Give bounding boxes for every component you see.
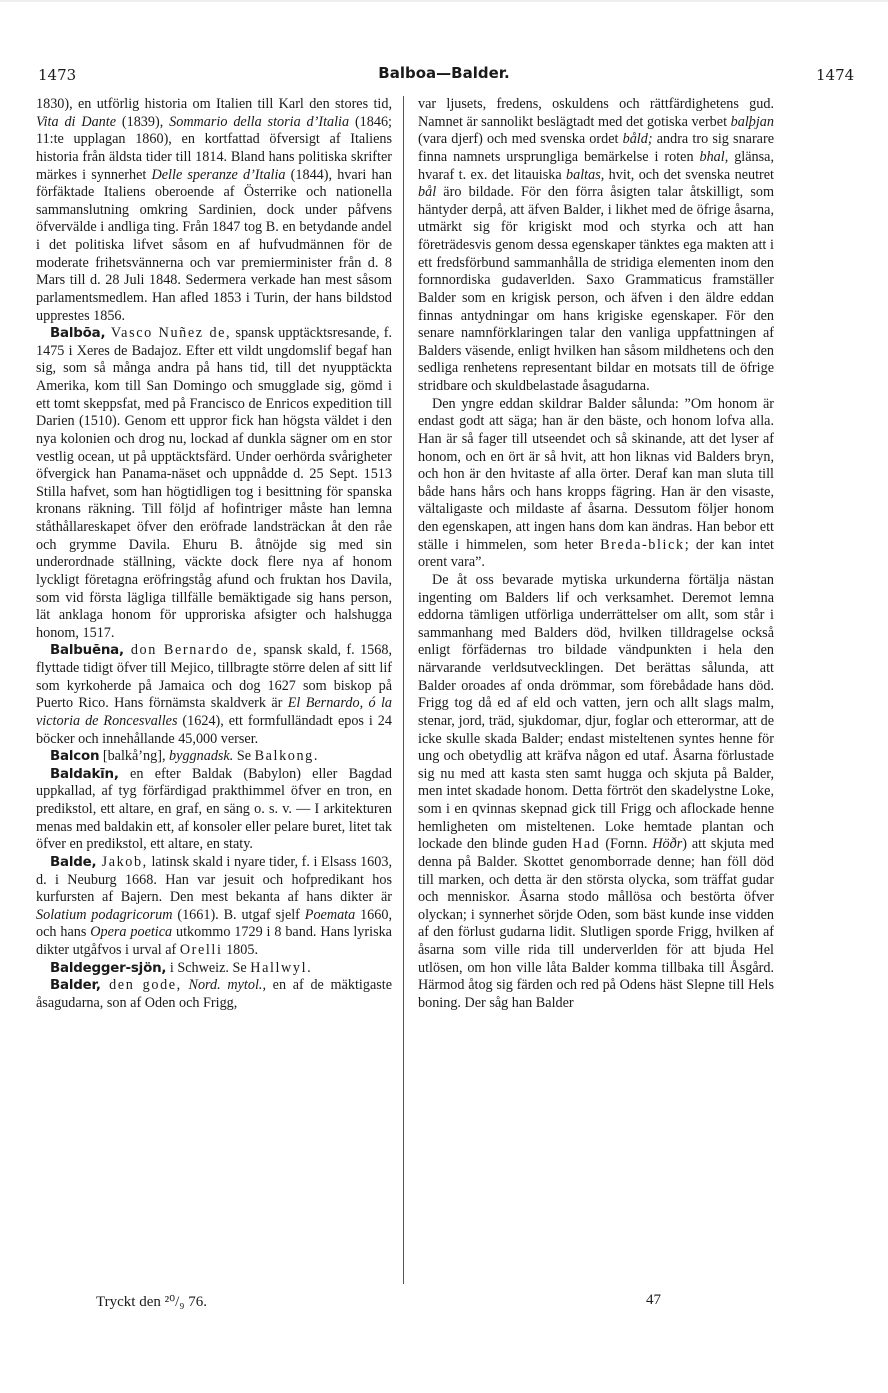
entry-balde: Balde, Jakob, latinsk skald i nyare tider, f. i Elsass 1603, d. i Neuburg 1668. Han var jesuit och hofpredikant hos kurfursten af Bajern. Den mest bekanta af hans dikter är Solatium podagricorum (1661). B. utgaf sjelf Poemata 1660, och hans Opera poetica utkommo 1729 i 8 band. Hans lyriska dikter utgåfvos i urval af Orelli 1805. — [36, 853, 393, 958]
cross-reference: Balkong. — [254, 748, 319, 765]
left-column — [36, 96, 392, 1013]
entry-baldegger: Baldegger-sjön, i Schweiz. Se Hallwyl. — [50, 959, 313, 976]
cross-reference: Had — [572, 836, 601, 853]
entry-balbuena: Balbuēna, don Bernardo de, spansk skald, f. 1568, flyttade tidigt öfver till Mejico, tillbragte större delen af sitt lif som kyrkoherde på Jamaica och dog 1627 som biskop på Puerto Rico. Hans förnämsta skaldverk är El Bernardo, ó la victoria de Roncesvalles (1624), ett formfulländadt epos i 24 böcker och innehållande 45,000 verser. — [36, 642, 393, 747]
headword: Balde, — [50, 854, 97, 870]
cross-reference: Hallwyl. — [250, 959, 313, 976]
right-column — [418, 96, 774, 1013]
headword: Balder, — [50, 978, 101, 994]
paragraph-younger-edda: Den yngre eddan skildrar Balder sålunda: ”Om honom är endast godt att säga; han är den bäste, och honom lofva alla. Han är så fager till utseendet och så skinande, att det lyser af honom, och en ört är så hvit, att hon liknas vid Balders bryn, och hon är den hvitaste af alla örter. Deraf kan man sluta till både hans hårs och hans kropps fägring. Han är den visaste, vältaligaste och mildaste af åsarna. Dessutom följer honom den egenskapen, att ingen hans dom kan ändras. Han bebor ett ställe i himmelen, som heter Breda-blick; der kan intet orent vara”. — [418, 395, 775, 571]
headword: Balbōa, — [50, 326, 106, 342]
headword: Balbuēna, — [50, 643, 124, 659]
page-number-left: 1473 — [38, 66, 77, 84]
headword: Balcon — [50, 749, 100, 765]
cross-reference: Orelli — [179, 942, 223, 958]
entry-baldakin: Baldakīn, en efter Baldak (Babylon) eller Bagdad uppkallad, af tyg förfärdigad prakthimmel öfver en tron, en predikstol, ett altare, en graf, en säng o. s. v. — I arkitekturen menas med baldakin ett, af konsoler eller pelare buret, litet tak öfver en predikstol, ett altare, en staty. — [36, 765, 392, 853]
running-head: Balboa—Balder. — [378, 64, 510, 82]
entry-balder: Balder, den gode, Nord. mytol., en af de mäktigaste åsagudarna, son af Oden och Frigg, — [36, 977, 392, 1011]
entry-balder-continued: var ljusets, fredens, oskuldens och rättfärdighetens gud. Namnet är sannolikt beslägtadt med det gotiska verbet balþjan (vara djerf) och med svenska ordet båld; andra tro sig snarare finna namnets ursprungliga bemärkelse i roten bhal, glänsa, hvaraf t. ex. det litauiska baltas, hvit, och det svenska neutret bål äro bildade. För den förra åsigten talar åtskilligt, som häntyder derpå, att äfven Balder, i likhet med de öfrige åsarna, utmärkt sig för krigiskt mod och styrka och att han företrädesvis genom dessa egenskaper tänktes ega makten att i ett fredsförbund sammanhålla de stridiga elementen inom den fornnordiska gudaverlden. Saxo Grammaticus framställer Balder som en krigisk person, och äfven i den äldre eddan finnas antydningar om hans krigiske egenskaper. För den senare namnförklaringen talar den vanliga uppfattningen af Balders väsende, enligt hvilken han såsom mildhetens och den sedliga renhetens representant bildar en motsats till de öfrige stridbare och skuldbelastade åsagudarna. — [418, 96, 775, 394]
entry-balboa: Balbōa, Vasco Nuñez de, spansk upptäcktsresande, f. 1475 i Xeres de Badajoz. Efter ett vildt ungdomslif begaf han sig, som så många andra på hans tid, till det nyupptäckta Amerika, kom till San Domingo och smugglade sig, gömd i ett tomt skeppsfat, med på Francisco de Enricos expedition till Darien (1510). Genom ett uppror fick han högsta väldet i den nya kolonien och drog nu, lockad af dunkla sägner om en stor vestlig ocean, ut på upptäcktsfärd. Under oerhörda svårigheter öfvergick han Panama-näset och uppnådde d. 25 Sept. 1513 Stilla hafvet, som han högtidligen tog i besittning för spanska kronans räkning. Till följd af hofintriger måste han lemna ståthållareskapet öfver den eröfrade landsträckan åt den råe och grymme Davila. Ehuru B. åtnöjde sig med sin underordnade ställning, väckte dock flere nya af honom lyckligt företagna eröfringståg afund och fruktan hos Davila, som vid första lägliga tillfälle bemäktigade sig hans person, lät anklaga honom för upproriska afsigter och halshugga honom, 1517. — [36, 325, 392, 641]
signature-mark: 47 — [646, 1292, 661, 1308]
headword: Baldakīn, — [50, 766, 119, 782]
paragraph-balders-death: De åt oss bevarade mytiska urkunderna förtälja nästan ingenting om Balders lif och verksamhet. Deremot lemna eddorna tämligen utförliga underrättelser om allt, som står i sammanhang med Balders död, hvilken tilldragelse också enligt förfädernas tro bildade vändpunkten i hela den närvarande verldsutvecklingen. Det berättas sålunda, att Balder oroades af onda drömmar, som förebådade hans död. Frigg tog då ed af eld och vatten, jern och allt slags malm, stenar, jord, träd, sjukdomar, djur, foglar och etterormar, att de icke skulle skada Balder; endast misteltenen syntes henne för ung och obetydlig att kräfva någon ed utaf. Åsarna förlustade sig nu med att kasta sten samt hugga och skjuta på Balder, men intet skadade honom. Detta förtröt den skadelystne Loke, som i en qvinnas skepnad gick till Frigg och aflockade henne hemligheten om misteltenen. Loke hemtade plantan och lockade den blinde guden Had (Fornn. Höðr) att skjuta med denna på Balder. Skottet genomborrade denne; han föll död till marken, och detta är den största olycka, som träffat gudar och menniskor. Åsarna stodo mållösa och bestörta öfver olyckan; i synnerhet sörjde Oden, som bäst kunde inse vidden af den förlust gudarna lidit. Slutligen sporde Frigg, hvilken af åsarna som ville rida till underverlden för att bjuda Hel utlösen, om hon ville låta Balder komma tillbaka till Åsgård. Härmod åtog sig färden och red på Odens häst Slepne till Hels boning. Der såg han Balder — [418, 571, 774, 1011]
entry-balbo-continued: 1830), en utförlig historia om Italien till Karl den stores tid, Vita di Dante (1839), Sommario della storia d’Italia (1846; 11:te upplagan 1860), en kortfattad öfversigt af Italiens historia från äldsta tider till 1814. Bland hans politiska skrifter märkes i synnerhet Delle speranze d’Italia (1844), hvari han förfäktade Italiens oberoende af Österrike och nationella sammanslutning omkring Sardinien, dock under påfvens öfvervälde i andliga ting. Från 1847 tog B. en betydande andel i det politiska lifvet såsom en af hufvudmännen för de moderate frihetsvännerna och var premierminister från d. 8 Mars till d. 28 Juli 1848. Sedermera verkade han mest såsom parlamentsmedlem. Han afled 1853 i Turin, der hans bildstod upprestes 1856. — [36, 96, 392, 324]
print-date: Tryckt den ²⁰/₉ 76. — [96, 1294, 208, 1310]
column-divider — [403, 96, 404, 1284]
entry-balcon: Balcon [balkå’ng], byggnadsk. Se Balkong. — [50, 748, 319, 765]
cross-reference: Breda-blick — [600, 536, 685, 553]
headword: Baldegger-sjön, — [50, 960, 167, 976]
scan-edge — [0, 0, 888, 2]
page-number-right: 1474 — [816, 66, 855, 84]
